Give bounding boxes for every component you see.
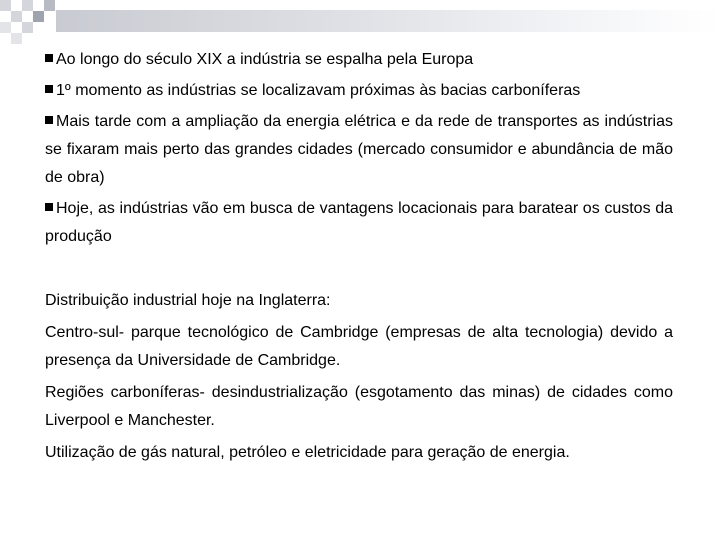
deco-square bbox=[11, 11, 22, 22]
spacer bbox=[45, 251, 673, 283]
bullet-item bbox=[45, 77, 673, 105]
bullet-text: 1º momento as indústrias se localizavam próximas às bacias carboníferas bbox=[56, 82, 581, 99]
deco-square bbox=[33, 11, 44, 22]
square-bullet-icon bbox=[45, 203, 53, 211]
square-bullet-icon bbox=[45, 85, 53, 93]
bullet-item bbox=[45, 46, 673, 74]
header-gradient-band bbox=[56, 10, 720, 32]
paragraph: Regiões carboníferas- desindustrialização (esgotamento das minas) de cidades como Liverpool e Manchester. bbox=[45, 384, 673, 429]
bullet-item bbox=[45, 195, 673, 251]
paragraph: Utilização de gás natural, petróleo e eletricidade para geração de energia. bbox=[45, 444, 570, 461]
square-bullet-icon bbox=[45, 116, 53, 124]
deco-square bbox=[11, 33, 22, 44]
header-decoration bbox=[0, 0, 720, 45]
bullet-text: Hoje, as indústrias vão em busca de vantagens locacionais para baratear os custos da produção bbox=[45, 200, 673, 245]
deco-square bbox=[0, 22, 11, 33]
deco-square bbox=[22, 0, 33, 11]
square-bullet-icon bbox=[45, 54, 53, 62]
deco-square bbox=[22, 22, 33, 33]
bullet-text: Ao longo do século XIX a indústria se espalha pela Europa bbox=[56, 51, 474, 68]
bullet-item bbox=[45, 108, 673, 192]
slide-body bbox=[45, 46, 673, 467]
deco-square bbox=[44, 0, 55, 11]
deco-square bbox=[0, 0, 11, 11]
section-heading: Distribuição industrial hoje na Inglaterra: bbox=[45, 292, 331, 309]
bullet-text: Mais tarde com a ampliação da energia elétrica e da rede de transportes as indústrias se fixaram mais perto das grandes cidades (mercado consumidor e abundância de mão de obra) bbox=[45, 113, 673, 186]
paragraph: Centro-sul- parque tecnológico de Cambridge (empresas de alta tecnologia) devido a presença da Universidade de Cambridge. bbox=[45, 324, 673, 369]
